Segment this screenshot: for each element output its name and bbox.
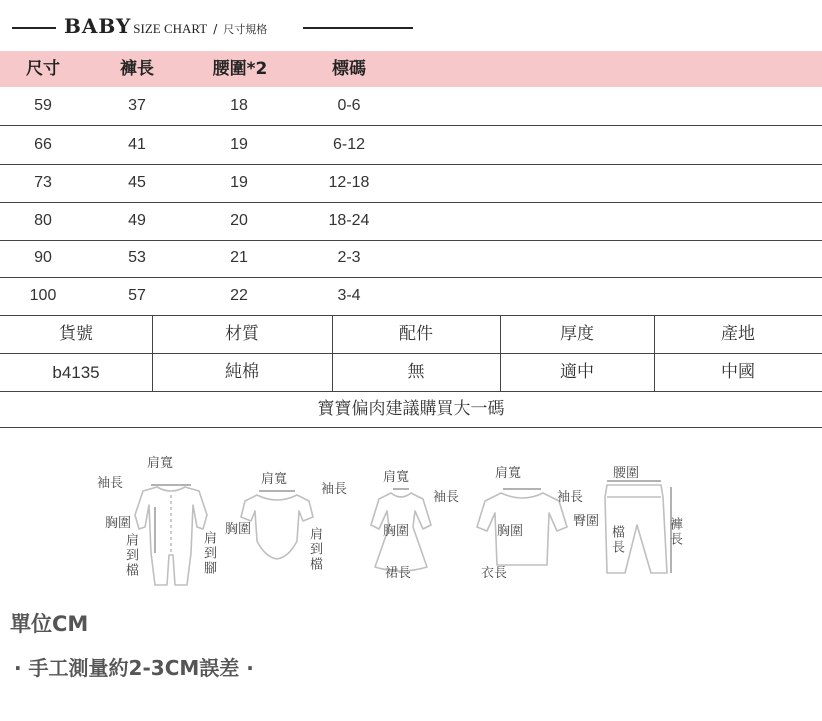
cell-waist: 21 <box>230 249 248 266</box>
cell-label-size: 2-3 <box>337 249 361 266</box>
size-table-header <box>0 51 822 87</box>
dress-chest-label: 胸圍 <box>383 524 410 539</box>
cell-waist: 20 <box>230 212 248 229</box>
cell-label-size: 12-18 <box>328 174 370 191</box>
spec-header-thickness: 厚度 <box>560 324 594 344</box>
spec-header-material: 材質 <box>225 324 259 344</box>
pants-length-label: 褲長 <box>667 517 682 547</box>
spec-header-accessories: 配件 <box>399 324 433 344</box>
spec-material: 純棉 <box>225 362 259 382</box>
cell-size: 66 <box>34 136 52 153</box>
cell-waist: 18 <box>230 97 248 114</box>
spec-item-no: b4135 <box>52 363 100 382</box>
pants-crotch-label: 檔長 <box>609 525 624 555</box>
romper-shoulder-to-foot-label: 肩到腳 <box>201 531 216 576</box>
cell-size: 100 <box>29 287 57 304</box>
table-row <box>0 277 822 315</box>
cell-pants-length: 53 <box>128 249 146 266</box>
cell-pants-length: 49 <box>128 212 146 229</box>
measurement-error-note: · 手工測量約2-3CM誤差 · <box>14 656 254 680</box>
spec-accessories: 無 <box>407 362 425 382</box>
title-brand: BABY <box>64 14 132 38</box>
top-shoulder-label: 肩寬 <box>495 466 522 481</box>
cell-label-size: 18-24 <box>328 212 370 229</box>
spec-divider <box>332 316 333 392</box>
unit-label: 單位CM <box>10 612 89 636</box>
cell-waist: 19 <box>230 136 248 153</box>
dress-shoulder-label: 肩寬 <box>383 470 410 485</box>
header-size: 尺寸 <box>26 59 60 79</box>
cell-waist: 22 <box>230 287 248 304</box>
header-waist: 腰圍*2 <box>212 59 268 79</box>
title-separator: / <box>213 22 218 36</box>
cell-pants-length: 57 <box>128 287 146 304</box>
cell-label-size: 6-12 <box>332 136 366 153</box>
romper-illustration <box>135 487 207 585</box>
spec-header-origin: 產地 <box>721 324 755 344</box>
title-subtitle: SIZE CHART <box>133 21 208 36</box>
spec-table <box>0 315 822 392</box>
page-title <box>64 14 267 38</box>
bodysuit-shoulder-label: 肩寬 <box>261 472 288 487</box>
spec-origin: 中國 <box>721 362 755 382</box>
dress-skirt-length-label: 裙長 <box>385 566 412 581</box>
title-right-rule <box>303 27 413 29</box>
spec-divider <box>500 316 501 392</box>
spec-header-item-no: 貨號 <box>59 324 93 344</box>
cell-size: 59 <box>34 97 52 114</box>
cell-size: 73 <box>34 174 52 191</box>
bodysuit-chest-label: 胸圍 <box>225 522 252 537</box>
cell-size: 80 <box>34 212 52 229</box>
cell-pants-length: 37 <box>128 97 146 114</box>
spec-value-row <box>0 354 822 392</box>
romper-sleeve-label: 袖長 <box>97 476 124 491</box>
pants-hip-label: 臀圍 <box>573 514 600 529</box>
top-sleeve-label: 袖長 <box>557 490 584 505</box>
spec-thickness: 適中 <box>560 362 594 382</box>
table-row <box>0 239 822 278</box>
cell-waist: 19 <box>230 174 248 191</box>
spec-header-row <box>0 316 822 354</box>
cell-size: 90 <box>34 249 52 266</box>
size-recommendation-note: 寶寶偏肉建議購買大一碼 <box>0 391 822 428</box>
spec-divider <box>152 316 153 392</box>
top-garment-length-label: 衣長 <box>481 566 508 581</box>
cell-label-size: 0-6 <box>337 97 361 114</box>
cell-pants-length: 45 <box>128 174 146 191</box>
header-pants-length: 褲長 <box>120 59 154 79</box>
table-row <box>0 126 822 165</box>
cell-label-size: 3-4 <box>337 287 361 304</box>
measurement-diagram <box>95 455 705 595</box>
romper-shoulder-label: 肩寬 <box>147 456 174 471</box>
header-label-size: 標碼 <box>332 59 366 79</box>
title-chinese: 尺寸規格 <box>223 23 268 36</box>
romper-chest-label: 胸圍 <box>105 516 132 531</box>
cell-pants-length: 41 <box>128 136 146 153</box>
bodysuit-illustration <box>241 495 313 559</box>
top-chest-label: 胸圍 <box>497 524 524 539</box>
dress-sleeve-label: 袖長 <box>433 490 460 505</box>
table-row <box>0 164 822 203</box>
title-left-rule <box>12 27 56 29</box>
table-row <box>0 202 822 241</box>
pants-waist-label: 腰圍 <box>613 466 640 481</box>
spec-divider <box>654 316 655 392</box>
bodysuit-sleeve-label: 袖長 <box>321 482 348 497</box>
bodysuit-shoulder-to-crotch-label: 肩到檔 <box>307 527 322 572</box>
romper-shoulder-to-crotch-label: 肩到檔 <box>123 533 138 578</box>
table-row <box>0 87 822 126</box>
